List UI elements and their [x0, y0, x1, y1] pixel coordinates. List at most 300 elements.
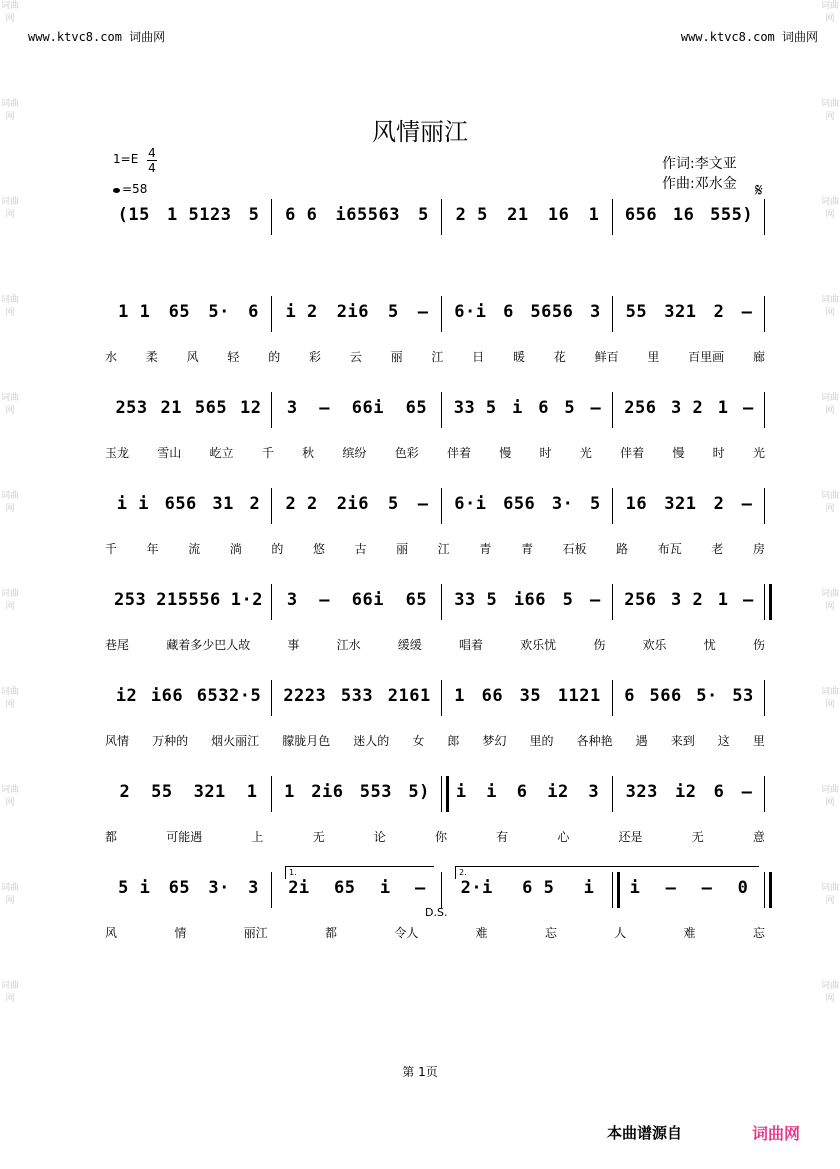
notation-row [105, 398, 765, 438]
lyric-syllable: 情 [174, 926, 187, 940]
bar-line [612, 296, 613, 332]
note-group: 555) [710, 205, 754, 225]
note-group: 6 5 [522, 878, 555, 898]
source-label: 本曲谱源自 [607, 1124, 683, 1142]
note-group: 553 [359, 782, 392, 802]
note-group: 6532·5 [196, 686, 262, 706]
system-5 [105, 590, 765, 660]
note-group: 2 [249, 494, 261, 514]
bar-line [271, 776, 272, 812]
measure [617, 205, 761, 245]
note-group: 2 [119, 782, 131, 802]
measure [276, 878, 438, 918]
note-group: 33 5 [454, 590, 498, 610]
note-group: – [590, 398, 602, 418]
lyrics-row [105, 540, 765, 558]
note-group: i 2 [285, 302, 318, 322]
measure [617, 590, 761, 630]
lyric-syllable: 这 [717, 734, 730, 748]
lyric-syllable: 风情 [105, 734, 130, 748]
note-group: 66 [481, 686, 504, 706]
measure [617, 302, 761, 342]
notation-row [105, 205, 765, 245]
note-group: 35 [519, 686, 542, 706]
lyric-syllable: 丽 [396, 542, 409, 556]
note-group: 53 [732, 686, 754, 706]
lyric-syllable: 丽江 [243, 926, 268, 940]
note-group: 1 1 [118, 302, 151, 322]
system-6 [105, 686, 765, 756]
note-group: – [742, 398, 754, 418]
note-group: 3 2 [670, 398, 704, 418]
note-group: 65 [168, 302, 191, 322]
lyric-syllable: 里 [647, 350, 660, 364]
note-group: 2 [713, 494, 725, 514]
lyric-syllable: 缓缓 [397, 638, 422, 652]
lyric-syllable: 梦幻 [482, 734, 507, 748]
time-signature [147, 146, 157, 175]
note-group: 1·2 [230, 590, 263, 610]
lyric-syllable: 彩 [308, 350, 321, 364]
note-group: – [415, 878, 426, 898]
lyric-syllable: 石板 [562, 542, 587, 556]
watermark: 词曲网 [0, 785, 19, 808]
note-group: 6 [624, 686, 635, 706]
lyric-syllable: 日 [472, 350, 485, 364]
bar-line [271, 872, 272, 908]
lyric-syllable: 百里画 [688, 350, 725, 364]
lyric-syllable: 都 [105, 830, 118, 844]
composer-credit: 作曲:邓水金 [662, 176, 737, 192]
lyric-syllable: 轻 [227, 350, 240, 364]
note-group: 66i [351, 398, 384, 418]
note-group: 1 [717, 590, 729, 610]
measure [109, 686, 268, 726]
lyric-syllable: 唱着 [458, 638, 483, 652]
note-group: 5 [387, 494, 399, 514]
lyric-syllable: 千 [261, 446, 274, 460]
lyric-syllable: 花 [553, 350, 566, 364]
note-group: 1 [246, 782, 258, 802]
measure [446, 782, 609, 822]
bar-line [441, 199, 442, 235]
note-group: 5 [589, 494, 601, 514]
note-group: 5· [208, 302, 230, 322]
note-group: 55 [625, 302, 648, 322]
measure [617, 878, 761, 918]
watermark: 词曲网 [0, 981, 19, 1004]
measure [446, 686, 609, 726]
note-group: i [486, 782, 498, 802]
watermark: 词曲网 [820, 785, 839, 808]
measure [109, 590, 268, 630]
note-group: – [742, 590, 754, 610]
watermark: 词曲网 [820, 883, 839, 906]
ds-marking: D.S. [425, 906, 448, 919]
lyric-syllable: 江 [431, 350, 444, 364]
note-group: 55 [151, 782, 173, 802]
lyric-syllable: 光 [752, 446, 765, 460]
watermark: 词曲网 [820, 491, 839, 514]
note-group: 5 i [118, 878, 151, 898]
measure [276, 494, 438, 534]
lyrics-row [105, 636, 765, 654]
watermark: 词曲网 [820, 981, 839, 1004]
bar-line [271, 392, 272, 428]
note-group: i66 [513, 590, 547, 610]
note-group: 0 [737, 878, 749, 898]
measure [276, 302, 438, 342]
bar-line [612, 488, 613, 524]
lyric-syllable: 廊 [752, 350, 765, 364]
lyric-syllable: 女 [412, 734, 425, 748]
bar-line [441, 872, 442, 908]
notation-row [105, 782, 765, 822]
watermark: 词曲网 [0, 883, 19, 906]
note-group: 323 [625, 782, 658, 802]
lyric-syllable: 秋 [302, 446, 315, 460]
measure [109, 494, 268, 534]
note-group: 2i6 [336, 494, 369, 514]
measure [446, 302, 609, 342]
lyric-syllable: 布瓦 [657, 542, 682, 556]
bar-line [271, 488, 272, 524]
measure [446, 398, 609, 438]
note-group: 5 [387, 302, 399, 322]
lyrics-row [105, 732, 765, 750]
lyric-syllable: 水 [105, 350, 118, 364]
source-brand[interactable]: 词曲网 [752, 1124, 801, 1143]
bar-line [612, 584, 613, 620]
system-2 [105, 302, 765, 372]
lyric-syllable: 遇 [635, 734, 648, 748]
note-group: – [741, 782, 753, 802]
note-group: i2 [547, 782, 569, 802]
note-group: i [455, 782, 467, 802]
lyric-syllable: 来到 [670, 734, 695, 748]
lyric-syllable: 里的 [529, 734, 554, 748]
lyric-syllable: 巷尾 [105, 638, 130, 652]
measure [276, 686, 438, 726]
bar-line [764, 872, 772, 908]
watermark: 词曲网 [820, 99, 839, 122]
lyric-syllable: 论 [373, 830, 386, 844]
time-top: 4 [148, 146, 156, 160]
note-group: 65 [334, 878, 356, 898]
note-group: 6 6 [285, 205, 318, 225]
lyric-syllable: 古 [354, 542, 367, 556]
measure [109, 782, 268, 822]
watermark-strip-right [820, 0, 840, 1169]
note-group: 3 [588, 782, 600, 802]
notation-row [105, 494, 765, 534]
note-group: 2 [713, 302, 725, 322]
note-group: i2 [115, 686, 138, 706]
lyric-syllable: 忧 [703, 638, 716, 652]
lyric-syllable: 悠 [312, 542, 325, 556]
lyric-syllable: 朦胧月色 [282, 734, 331, 748]
note-group: 5) [408, 782, 430, 802]
note-group: 256 [624, 398, 657, 418]
lyric-syllable: 时 [539, 446, 552, 460]
lyric-syllable: 欢乐忧 [520, 638, 557, 652]
lyric-syllable: 伤 [593, 638, 606, 652]
lyric-syllable: 郎 [447, 734, 460, 748]
watermark: 词曲网 [820, 295, 839, 318]
watermark-strip-left [0, 0, 20, 1169]
system-3 [105, 398, 765, 468]
note-group: 16 [547, 205, 570, 225]
site-url-left[interactable]: www.ktvc8.com 词曲网 [28, 30, 166, 44]
note-group: 16 [625, 494, 648, 514]
bar-line [764, 680, 765, 716]
lyric-syllable: 玉龙 [105, 446, 130, 460]
lyric-syllable: 还是 [618, 830, 643, 844]
note-group: 3 [589, 302, 601, 322]
note-group: 321 [193, 782, 226, 802]
bar-line [271, 199, 272, 235]
note-group: 656 [624, 205, 658, 225]
note-group: 6·i [454, 302, 487, 322]
note-group: 1121 [557, 686, 601, 706]
lyric-syllable: 伴着 [446, 446, 471, 460]
lyric-syllable: 可能遇 [166, 830, 203, 844]
note-group: i66 [150, 686, 184, 706]
bar-line [764, 392, 765, 428]
bar-line [441, 680, 442, 716]
watermark: 词曲网 [820, 197, 839, 220]
watermark: 词曲网 [0, 99, 19, 122]
bar-line [271, 680, 272, 716]
lyric-syllable: 云 [349, 350, 362, 364]
system-7 [105, 782, 765, 852]
note-group: 2161 [387, 686, 431, 706]
note-group: 5 [564, 398, 576, 418]
lyric-syllable: 你 [434, 830, 447, 844]
lyric-syllable: 慢 [499, 446, 512, 460]
segno-icon: 𝄋 [755, 180, 763, 201]
note-group: – [589, 590, 601, 610]
note-group: – [417, 302, 429, 322]
note-group: – [701, 878, 713, 898]
watermark: 词曲网 [0, 687, 19, 710]
lyric-syllable: 丽 [390, 350, 403, 364]
lyric-syllable: 风 [105, 926, 118, 940]
watermark: 词曲网 [820, 393, 839, 416]
watermark: 词曲网 [0, 197, 19, 220]
measure [617, 494, 761, 534]
measure [446, 590, 609, 630]
note-group: 256 [624, 590, 657, 610]
system-4 [105, 494, 765, 564]
lyric-syllable: 伴着 [620, 446, 645, 460]
measure [109, 205, 268, 245]
note-group: 253 [114, 590, 147, 610]
watermark: 词曲网 [820, 687, 839, 710]
lyric-syllable: 难 [683, 926, 696, 940]
lyric-syllable: 藏着多少巴人故 [166, 638, 251, 652]
note-group: 215556 [156, 590, 221, 610]
lyric-syllable: 江 [437, 542, 450, 556]
page-number: 第 1页 [402, 1065, 438, 1079]
site-url-right[interactable]: www.ktvc8.com 词曲网 [680, 30, 818, 44]
lyric-syllable: 迷人的 [353, 734, 390, 748]
bar-line [764, 776, 765, 812]
lyric-syllable: 各种艳 [576, 734, 613, 748]
lyric-syllable: 屹立 [209, 446, 234, 460]
note-group: 6 [503, 302, 514, 322]
lyric-syllable: 暖 [512, 350, 525, 364]
key-signature: 1=E [113, 152, 139, 166]
song-title: 风情丽江 [372, 118, 468, 146]
lyric-syllable: 路 [616, 542, 629, 556]
note-group: i [583, 878, 595, 898]
watermark: 词曲网 [0, 589, 19, 612]
note-group: i [379, 878, 391, 898]
note-group: 66i [351, 590, 384, 610]
note-group: 566 [649, 686, 682, 706]
bar-line [612, 392, 613, 428]
note-group: i [629, 878, 641, 898]
note-group: 3 2 [670, 590, 704, 610]
note-group: 6·i [454, 494, 487, 514]
note-group: 321 [664, 302, 697, 322]
note-group: i2 [675, 782, 697, 802]
lyric-syllable: 烟火丽江 [211, 734, 260, 748]
lyric-syllable: 伤 [752, 638, 765, 652]
bar-line [441, 296, 442, 332]
note-group: 6 [516, 782, 528, 802]
watermark: 词曲网 [820, 1, 839, 24]
lyric-syllable: 上 [251, 830, 264, 844]
measure [109, 302, 268, 342]
lyric-syllable: 无 [312, 830, 325, 844]
lyric-syllable: 事 [287, 638, 300, 652]
lyric-syllable: 都 [324, 926, 337, 940]
lyric-syllable: 人 [614, 926, 627, 940]
lyrics-row [105, 924, 765, 942]
lyric-syllable: 青 [479, 542, 492, 556]
bar-line [441, 776, 449, 812]
note-group: i65563 [335, 205, 400, 225]
note-group: – [417, 494, 429, 514]
measure [276, 398, 438, 438]
bar-line [612, 680, 613, 716]
lyric-syllable: 缤纷 [342, 446, 367, 460]
note-group: 12 [240, 398, 262, 418]
note-group: 2i6 [311, 782, 344, 802]
tempo-marking [113, 182, 147, 196]
note-group: 656 [503, 494, 536, 514]
bar-line [764, 584, 772, 620]
lyric-syllable: 意 [752, 830, 765, 844]
watermark: 词曲网 [0, 393, 19, 416]
quarter-note-icon [113, 188, 120, 193]
note-group: (15 [117, 205, 150, 225]
volta-second-ending: 2. [455, 866, 759, 879]
bar-line [441, 584, 442, 620]
note-group: 5· [696, 686, 718, 706]
note-group: 65 [405, 590, 428, 610]
note-group: 321 [664, 494, 697, 514]
note-group: 656 [164, 494, 197, 514]
note-group: 253 [115, 398, 148, 418]
measure [446, 205, 609, 245]
measure [109, 878, 268, 918]
note-group: 65 [405, 398, 428, 418]
note-group: 5656 [530, 302, 574, 322]
note-group: 1 [588, 205, 600, 225]
note-group: 21 [160, 398, 183, 418]
lyric-syllable: 鲜百 [594, 350, 619, 364]
note-group: 3 [286, 590, 298, 610]
lyrics-row [105, 348, 765, 366]
lyric-syllable: 色彩 [394, 446, 419, 460]
bar-line [764, 296, 765, 332]
note-group: 6 [248, 302, 259, 322]
note-group: 3· [551, 494, 574, 514]
volta-first-ending: 1. [285, 866, 434, 879]
lyric-syllable: 风 [186, 350, 199, 364]
lyric-syllable: 光 [579, 446, 592, 460]
note-group: 2 5 [455, 205, 488, 225]
lyrics-row [105, 828, 765, 846]
note-group: – [665, 878, 677, 898]
note-group: 1 [454, 686, 466, 706]
watermark: 词曲网 [820, 589, 839, 612]
system-1 [105, 205, 765, 275]
watermark: 词曲网 [0, 1, 19, 24]
lyric-syllable: 忘 [752, 926, 765, 940]
lyric-syllable: 心 [557, 830, 570, 844]
lyric-syllable: 江水 [336, 638, 361, 652]
measure [617, 398, 761, 438]
lyric-syllable: 难 [475, 926, 488, 940]
lyric-syllable: 柔 [145, 350, 158, 364]
lyrics-row [105, 444, 765, 462]
note-group: 2223 [283, 686, 327, 706]
lyric-syllable: 青 [520, 542, 533, 556]
lyric-syllable: 万种的 [152, 734, 189, 748]
note-group: 2i [288, 878, 310, 898]
note-group: i i [116, 494, 149, 514]
note-group: 16 [672, 205, 695, 225]
bar-line [764, 199, 765, 235]
lyric-syllable: 的 [271, 542, 284, 556]
lyric-syllable: 有 [496, 830, 509, 844]
note-group: 31 [212, 494, 234, 514]
note-group: 3· [208, 878, 230, 898]
note-group: – [741, 302, 753, 322]
note-group: 5 [418, 205, 429, 225]
note-group: 6 [713, 782, 725, 802]
lyric-syllable: 无 [691, 830, 704, 844]
note-group: – [319, 590, 331, 610]
time-bottom: 4 [148, 161, 156, 175]
lyric-syllable: 老 [711, 542, 724, 556]
measure [109, 398, 268, 438]
bar-line [612, 776, 613, 812]
measure [276, 590, 438, 630]
lyric-syllable: 慢 [672, 446, 685, 460]
lyric-syllable: 欢乐 [642, 638, 667, 652]
notation-row [105, 590, 765, 630]
lyric-syllable: 千 [105, 542, 118, 556]
bar-line [441, 488, 442, 524]
note-group: 533 [340, 686, 374, 706]
lyric-syllable: 的 [268, 350, 281, 364]
note-group: 5 [248, 205, 260, 225]
